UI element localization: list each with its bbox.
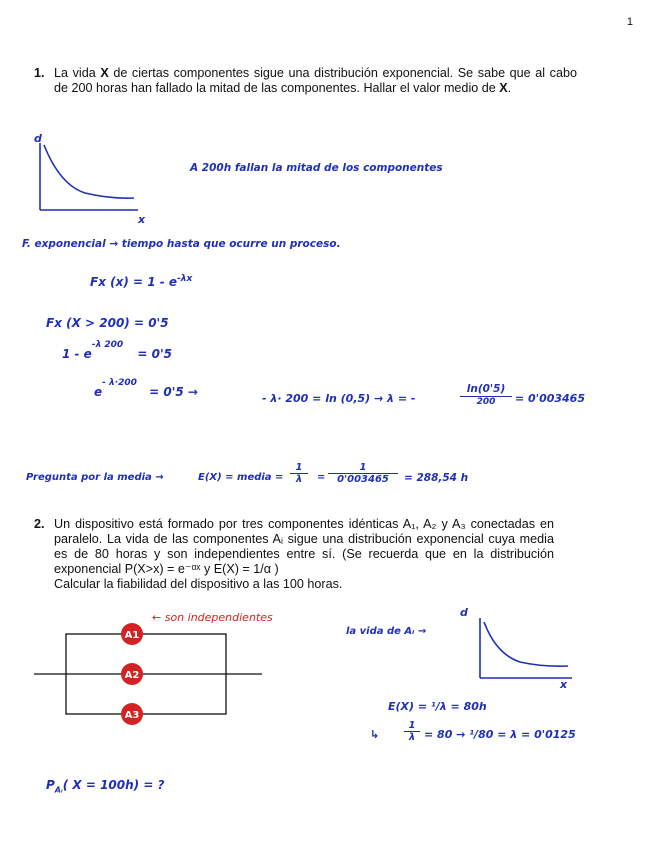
fraction-ln bbox=[460, 383, 512, 407]
text-segment: La vida bbox=[54, 66, 101, 80]
variable-x: X bbox=[100, 66, 109, 80]
lambda-fraction bbox=[404, 720, 420, 743]
text-segment: de ciertas componentes sigue una distribución exponencial. Se sabe que al cabo de 200 horas han fallado la mitad de las componentes. Hallar el valor medio de bbox=[54, 66, 577, 95]
eq-2-right: = 0'5 → bbox=[149, 385, 198, 399]
arrow: ↳ bbox=[370, 728, 380, 741]
text-segment: . bbox=[507, 81, 512, 95]
eq-prob: Fx (X > 200) = 0'5 bbox=[46, 316, 169, 330]
problem-2 bbox=[34, 517, 554, 592]
note-exponencial: F. exponencial → tiempo hasta que ocurre un proceso. bbox=[22, 238, 341, 250]
eq-3: - λ· 200 = ln (0,5) → λ = - bbox=[262, 392, 416, 405]
note-vida: la vida de Aᵢ → bbox=[346, 626, 427, 637]
fraction-numerator: 1 bbox=[290, 462, 308, 474]
problem-number: 1. bbox=[34, 66, 45, 80]
component-a3-label: A3 bbox=[124, 710, 140, 721]
fraction-denominator: λ bbox=[408, 732, 416, 743]
eq-2-exponent: - λ·200 bbox=[102, 378, 137, 388]
question-reliability bbox=[46, 778, 165, 794]
parallel-circuit-diagram bbox=[34, 622, 274, 732]
note-independientes: ← son independientes bbox=[152, 611, 273, 624]
media-result: = 288,54 h bbox=[404, 472, 469, 484]
eq-lambda-rest: = 80 → ¹/80 = λ = 0'0125 bbox=[424, 728, 576, 741]
media-fraction-2 bbox=[328, 462, 398, 485]
note-a200: A 200h fallan la mitad de los componentes bbox=[190, 162, 443, 174]
eq-1-right: = 0'5 bbox=[137, 347, 172, 361]
media-eq-2: = bbox=[317, 472, 326, 483]
eq-1-left: 1 - e bbox=[62, 347, 92, 361]
page-number: 1 bbox=[626, 16, 633, 28]
fraction-denominator: 200 bbox=[476, 397, 496, 407]
question-subscript: Aᵢ bbox=[54, 785, 63, 795]
component-a1-label: A1 bbox=[124, 630, 140, 641]
fraction-denominator: 0'003465 bbox=[337, 474, 389, 485]
y-axis-label-2: d bbox=[460, 606, 468, 619]
media-fraction-1 bbox=[290, 462, 308, 485]
eq-fx bbox=[90, 274, 192, 289]
problem-number: 2. bbox=[34, 517, 45, 531]
fraction-numerator: 1 bbox=[404, 720, 420, 732]
eq-lambda-row bbox=[370, 728, 379, 741]
eq-2-left: e bbox=[94, 385, 103, 399]
y-axis-label: d bbox=[34, 132, 42, 145]
problem-statement: Un dispositivo está formado por tres componentes idénticas A₁, A₂ y A₃ conectadas en paralelo. La vida de las componentes Aᵢ sigue una distribución exponencial cuya media es de 80 horas y son independientes entre sí. (Se recuerda que en la distribución exponencial P(X>x) = e⁻ᵅˣ y E(X) = 1/α ) bbox=[54, 517, 554, 576]
eq-3-result: = 0'003465 bbox=[515, 392, 585, 405]
fraction-denominator: λ bbox=[295, 474, 303, 485]
eq-1-exponent: -λ 200 bbox=[91, 340, 124, 350]
problem-text bbox=[54, 66, 577, 96]
fraction-numerator: ln(0'5) bbox=[460, 383, 512, 397]
media-eq: E(X) = media = bbox=[198, 472, 284, 483]
problem-text bbox=[54, 517, 554, 592]
eq-fx-exponent: -λx bbox=[177, 274, 193, 284]
variable-x: X bbox=[499, 81, 508, 95]
media-label: Pregunta por la media → bbox=[26, 472, 164, 483]
fraction-numerator: 1 bbox=[328, 462, 398, 474]
exponential-sketch-1 bbox=[30, 135, 150, 230]
question-p: P bbox=[46, 778, 55, 792]
x-axis-label: x bbox=[138, 213, 146, 226]
problem-question: Calcular la fiabilidad del dispositivo a las 100 horas. bbox=[54, 577, 343, 591]
component-a2-label: A2 bbox=[124, 670, 140, 681]
x-axis-label-2: x bbox=[560, 678, 568, 691]
eq-ex: E(X) = ¹/λ = 80h bbox=[388, 700, 487, 713]
eq-fx-text: Fx (x) = 1 - e bbox=[90, 275, 178, 289]
problem-1 bbox=[34, 66, 577, 96]
question-rest: ( X = 100h) = ? bbox=[62, 778, 165, 792]
